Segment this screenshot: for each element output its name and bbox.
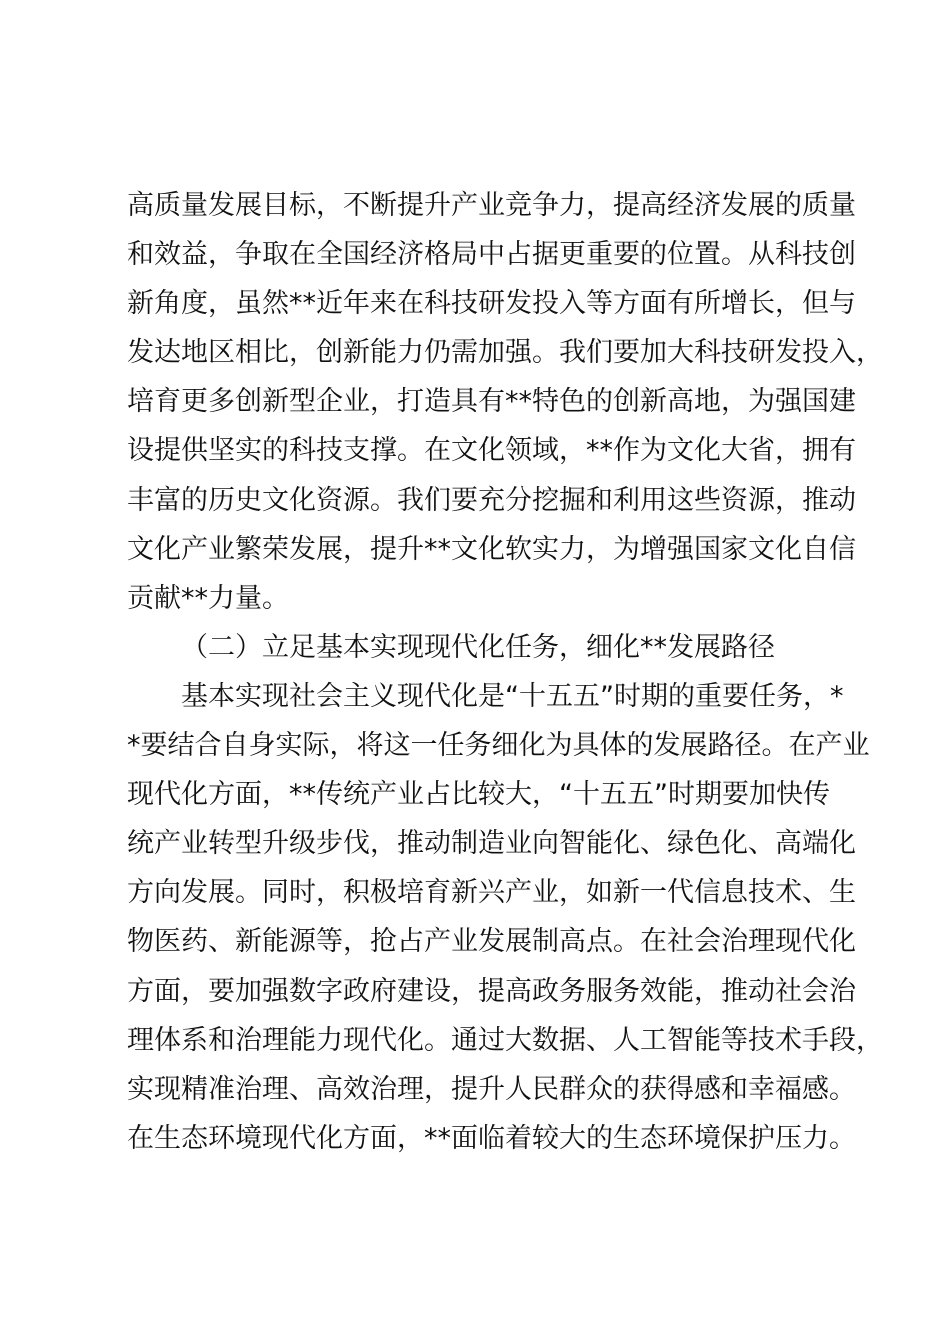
text-line: 发达地区相比，创新能力仍需加强。我们要加大科技研发投入，: [127, 337, 883, 369]
text-line: *要结合自身实际，将这一任务细化为具体的发展路径。在产业: [127, 730, 870, 762]
text-line: 文化产业繁荣发展，提升**文化软实力，为增强国家文化自信: [127, 533, 856, 565]
text-line: 新角度，虽然**近年来在科技研发投入等方面有所增长，但与: [127, 288, 856, 320]
text-line: 物医药、新能源等，抢占产业发展制高点。在社会治理现代化: [127, 926, 856, 958]
text-line: 方向发展。同时，积极培育新兴产业，如新一代信息技术、生: [127, 877, 856, 909]
text-line: 理体系和治理能力现代化。通过大数据、人工智能等技术手段，: [127, 1024, 883, 1056]
text-line: 和效益，争取在全国经济格局中占据更重要的位置。从科技创: [127, 239, 856, 271]
text-line: 丰富的历史文化资源。我们要充分挖掘和利用这些资源，推动: [127, 484, 856, 516]
section-heading: （二）立足基本实现现代化任务，细化**发展路径: [181, 631, 775, 663]
text-line: 方面，要加强数字政府建设，提高政务服务效能，推动社会治: [127, 975, 856, 1007]
text-line: 高质量发展目标，不断提升产业竞争力，提高经济发展的质量: [127, 190, 856, 221]
text-line: 实现精准治理、高效治理，提升人民群众的获得感和幸福感。: [127, 1073, 856, 1105]
paragraph-first-line: 基本实现社会主义现代化是“十五五”时期的重要任务，*: [181, 680, 844, 712]
body-text: [127, 181, 883, 1163]
text-line: 培育更多创新型企业，打造具有**特色的创新高地，为强国建: [127, 386, 856, 418]
text-line: 设提供坚实的科技支撑。在文化领域，**作为文化大省，拥有: [127, 435, 856, 467]
text-line: 在生态环境现代化方面，**面临着较大的生态环境保护压力。: [127, 1122, 856, 1154]
text-line: 统产业转型升级步伐，推动制造业向智能化、绿色化、高端化: [127, 828, 856, 860]
text-line: 现代化方面，**传统产业占比较大，“十五五”时期要加快传: [127, 779, 830, 811]
text-line: 贡献**力量。: [127, 582, 289, 614]
